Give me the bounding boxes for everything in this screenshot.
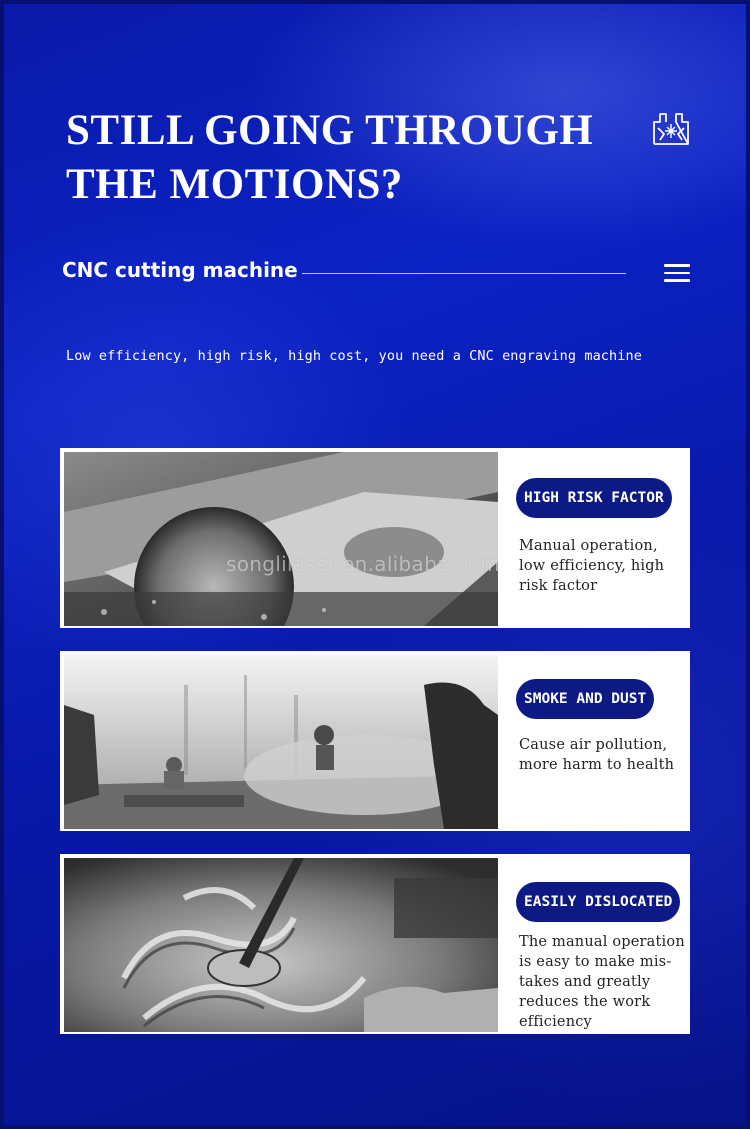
title-line-1: STILL GOING THROUGH: [66, 107, 594, 154]
badge-smoke-dust: SMOKE AND DUST: [516, 679, 654, 719]
desc-easily-dislocated: The manual operation is easy to make mis-takes and greatly reduces the work efficiency: [519, 934, 685, 1030]
badge-high-risk: HIGH RISK FACTOR: [516, 478, 672, 518]
tagline: Low efficiency, high risk, high cost, you need a CNC engraving machine: [66, 348, 642, 364]
page-title: [66, 104, 626, 212]
dusty-workshop-photo: [64, 655, 498, 829]
wood-carving-photo: [64, 858, 498, 1032]
badge-easily-dislocated: EASILY DISLOCATED: [516, 882, 680, 922]
desc-smoke-dust: Cause air pollution, more harm to health: [519, 737, 675, 773]
card-high-risk: [60, 448, 690, 628]
card-easily-dislocated: [60, 854, 690, 1034]
saw-cutting-wood-photo: [64, 452, 498, 626]
subtitle: CNC cutting machine: [62, 258, 298, 282]
divider: [302, 273, 626, 274]
desc-high-risk: Manual operation, low efficiency, high risk factor: [519, 538, 665, 594]
watermark: songlilaser.en.alibaba.com: [226, 552, 500, 576]
hamburger-menu-icon[interactable]: [664, 264, 690, 284]
title-line-2: THE MOTIONS?: [66, 161, 403, 208]
card-smoke-dust: [60, 651, 690, 831]
laser-machine-icon: [652, 110, 690, 146]
